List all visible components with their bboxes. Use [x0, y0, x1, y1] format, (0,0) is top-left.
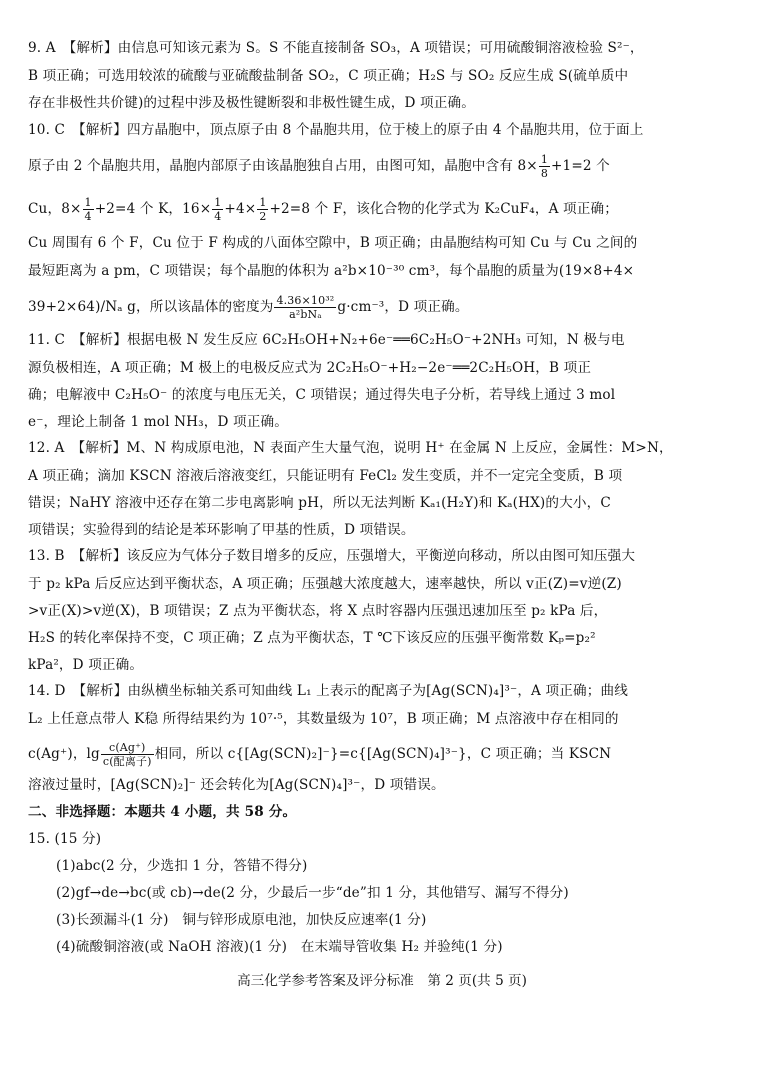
q11-line-1: 11. C 【解析】根据电极 N 发生反应 6C₂H₅OH+N₂+6e⁻══6C₂H₅O⁻+2NH₃ 可知，N 极与电 — [28, 332, 625, 348]
fraction: $\frac{1}{4}$ — [214, 196, 222, 223]
q9-line-2: B 项正确；可选用较浓的硫酸与亚硫酸盐制备 SO₂，C 项正确；H₂S 与 SO₂ 反应生成 S(硫单质中 — [28, 68, 629, 84]
q10-line-3: Cu，8× $\frac{1}{4}$ +2=4 个 K，16× $\frac{1}{4}$ +4× $\frac{1}{2}$ +2=8 个 F，该化合物的化学式为 K₂CuF₄，A 项正确； — [28, 196, 619, 223]
q12-line-1: 12. A 【解析】M、N 构成原电池，N 表面产生大量气泡，说明 H⁺ 在金属 N 上反应，金属性：M>N， — [28, 440, 673, 456]
q11-line-4: e⁻，理论上制备 1 mol NH₃，D 项正确。 — [28, 414, 288, 430]
q15-heading: 15. (15 分) — [28, 831, 102, 847]
fraction: $\frac{1}{2}$ — [259, 196, 267, 223]
q13-line-1: 13. B 【解析】该反应为气体分子数目增多的反应，压强增大，平衡逆向移动，所以由图可知压强大 — [28, 548, 636, 564]
q10-line-1: 10. C 【解析】四方晶胞中，顶点原子由 8 个晶胞共用，位于棱上的原子由 4 个晶胞共用，位于面上 — [28, 122, 644, 138]
q15-answer-2: (2)gf→de→bc(或 cb)→de(2 分，少最后一步“de”扣 1 分，其他错写、漏写不得分) — [56, 885, 569, 901]
q14-line-1: 14. D 【解析】由纵横坐标轴关系可知曲线 L₁ 上表示的配离子为[Ag(SCN)₄]³⁻，A 项正确；曲线 — [28, 683, 628, 699]
q12-line-4: 项错误；实验得到的结论是苯环影响了甲基的性质，D 项错误。 — [28, 522, 415, 538]
q10-line-6: 39+2×64)/Nₐ g，所以该晶体的密度为 $\frac{\text{4.36×10³²}}{\text{a²bNₐ}}$ g·cm⁻³，D 项正确。 — [28, 294, 469, 321]
q12-line-2: A 项正确；滴加 KSCN 溶液后溶液变红，只能证明有 FeCl₂ 发生变质，并不一定完全变质，B 项 — [28, 468, 623, 484]
q13-line-3: >v正(X)>v逆(X)，B 项错误；Z 点为平衡状态，将 X 点时容器内压强迅速加压至 p₂ kPa 后， — [28, 603, 608, 619]
q9-line-3: 存在非极性共价键)的过程中涉及极性键断裂和非极性键生成，D 项正确。 — [28, 95, 476, 111]
q13-line-4: H₂S 的转化率保持不变，C 项正确；Z 点为平衡状态，T ℃下该反应的压强平衡常数 Kₚ=p₂² — [28, 630, 596, 646]
q15-answer-1: (1)abc(2 分，少选扣 1 分，答错不得分) — [56, 858, 308, 874]
q10-line-5: 最短距离为 a pm，C 项错误；每个晶胞的体积为 a²b×10⁻³⁰ cm³，每个晶胞的质量为(19×8+4× — [28, 263, 635, 279]
q13-line-2: 于 p₂ kPa 后反应达到平衡状态，A 项正确；压强越大浓度越大，速率越快，所以 v正(Z)=v逆(Z) — [28, 576, 622, 592]
fraction: $\frac{c(Ag^+)}{\text{c(配离子)}}$ — [102, 741, 152, 768]
page-footer: 高三化学参考答案及评分标准 第 2 页(共 5 页) — [237, 973, 527, 989]
section-heading: 二、非选择题：本题共 4 小题，共 58 分。 — [28, 804, 297, 820]
q10-line-2: 原子由 2 个晶胞共用，晶胞内部原子由该晶胞独自占用，由图可知，晶胞中含有 8× $\frac{1}{8}$ +1=2 个 — [28, 153, 610, 180]
fraction: $\frac{1}{8}$ — [540, 153, 548, 180]
q15-answer-4: (4)硫酸铜溶液(或 NaOH 溶液)(1 分) 在末端导管收集 H₂ 并验纯(1 分) — [56, 939, 503, 955]
q11-line-3: 确；电解液中 C₂H₅O⁻ 的浓度与电压无关，C 项错误；通过得失电子分析，若导线上通过 3 mol — [28, 387, 616, 403]
q14-line-2: L₂ 上任意点带人 K稳 所得结果约为 10⁷·⁵，其数量级为 10⁷，B 项正确；M 点溶液中存在相同的 — [28, 711, 619, 727]
fraction: $\frac{1}{4}$ — [84, 196, 92, 223]
q10-line-4: Cu 周围有 6 个 F，Cu 位于 F 构成的八面体空隙中，B 项正确；由晶胞结构可知 Cu 与 Cu 之间的 — [28, 235, 638, 251]
q14-line-4: 溶液过量时，[Ag(SCN)₂]⁻ 还会转化为[Ag(SCN)₄]³⁻，D 项错误。 — [28, 777, 445, 793]
q15-answer-3: (3)长颈漏斗(1 分) 铜与锌形成原电池，加快反应速率(1 分) — [56, 912, 427, 928]
fraction: $\frac{\text{4.36×10³²}}{\text{a²bNₐ}}$ — [276, 294, 335, 321]
q14-line-3: c(Ag⁺)，lg $\frac{c(Ag^+)}{\text{c(配离子)}}$ 相同，所以 c{[Ag(SCN)₂]⁻}=c{[Ag(SCN)₄]³⁻}，C 项正确；当 KSCN — [28, 741, 612, 768]
q11-line-2: 源负极相连，A 项正确；M 极上的电极反应式为 2C₂H₅O⁻+H₂−2e⁻══2C₂H₅OH，B 项正 — [28, 360, 592, 376]
q9-line-1: 9. A 【解析】由信息可知该元素为 S。S 不能直接制备 SO₃，A 项错误；可用硫酸铜溶液检验 S²⁻， — [28, 40, 644, 56]
q12-line-3: 错误；NaHY 溶液中还存在第二步电离影响 pH，所以无法判断 Kₐ₁(H₂Y)和 Kₐ(HX)的大小，C — [28, 495, 611, 511]
q13-line-5: kPa²，D 项正确。 — [28, 657, 144, 673]
